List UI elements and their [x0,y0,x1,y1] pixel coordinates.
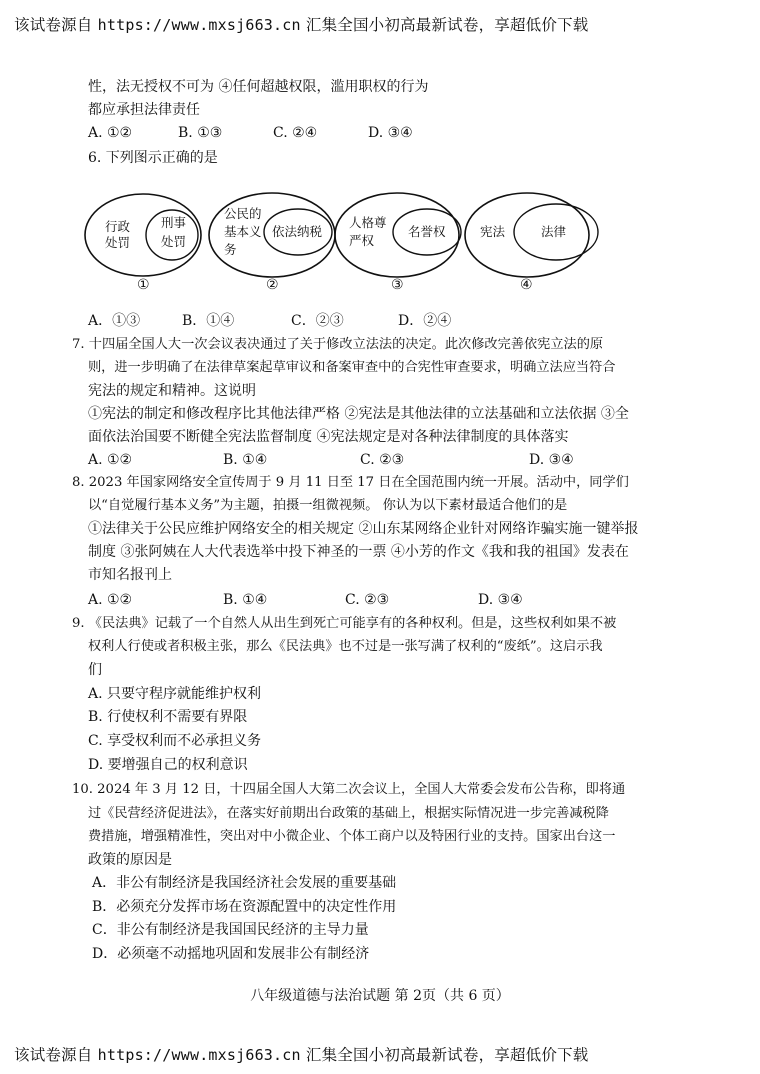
q8-line-1: 8. 2023 年国家网络安全宣传周于 9 月 11 日至 17 日在全国范围内统一开展。活动中，同学们 [72,475,629,490]
q10-option-b: B．必须充分发挥市场在资源配置中的决定性作用 [92,899,397,915]
diagram-1-outer-label-2: 处罚 [105,235,131,250]
q9-option-c: C. 享受权利而不必承担义务 [88,733,262,749]
diagram-4-inner-label: 法律 [541,224,567,239]
diagram-4-outer-label: 宪法 [480,224,506,239]
diagram-2-outer-label-2: 基本义 [224,224,262,239]
q10-line-1: 10. 2024 年 3 月 12 日，十四届全国人大第二次会议上，全国人大常委会发布公告称，即将通 [72,782,626,797]
q5-option-b: B. ①③ [178,125,223,141]
diagram-2 [209,193,335,293]
banner-url[interactable]: https://www.mxsj663.cn [97,16,301,34]
diagram-4-number: ④ [520,277,533,293]
q5-option-c: C. ②④ [273,125,318,141]
q6-option-c: C．②③ [291,313,344,329]
diagram-2-inner-label: 依法纳税 [272,224,323,239]
q10-option-d: D．必须毫不动摇地巩固和发展非公有制经济 [92,946,370,962]
q8-line-5: 市知名报刊上 [88,567,172,583]
q9-option-b: B. 行使权利不需要有界限 [88,709,248,725]
diagram-1 [85,194,201,293]
diagram-1-number: ① [137,277,150,293]
q9-line-1: 9. 《民法典》记载了一个自然人从出生到死亡可能享有的各种权利。但是，这些权利如果不被 [72,616,617,631]
q7-line-5: 面依法治国要不断健全宪法监督制度 ④宪法规定是对各种法律制度的具体落实 [88,429,569,445]
q6-option-b: B．①④ [182,313,235,329]
q6-diagram-figure [0,0,760,300]
q10-option-c: C．非公有制经济是我国国民经济的主导力量 [92,922,369,938]
q5-cont-line-2: 都应承担法律责任 [88,102,200,118]
diagram-3-inner-label: 名誉权 [408,224,446,239]
q8-option-a: A. ①② [88,592,133,608]
diagram-1-outer-label-1: 行政 [105,219,131,234]
q5-cont-line-1: 性，法无授权不可为 ④任何超越权限，滥用职权的行为 [88,79,429,95]
q8-option-c: C. ②③ [345,592,390,608]
q7-option-c: C. ②③ [360,452,405,468]
q9-line-3: 们 [88,662,102,678]
q10-line-2: 过《民营经济促进法》，在落实好前期出台政策的基础上，根据实际情况进一步完善减税降 [88,806,609,821]
diagram-3-number: ③ [391,277,404,293]
q10-option-a: A．非公有制经济是我国经济社会发展的重要基础 [92,875,397,891]
diagram-3-outer-label-1: 人格尊 [349,215,387,230]
q8-line-2: 以“自觉履行基本义务”为主题，拍摄一组微视频。 你认为以下素材最适合他们的是 [88,498,568,513]
diagram-4 [465,193,598,293]
q10-line-4: 政策的原因是 [88,852,172,868]
q7-option-b: B. ①④ [223,452,268,468]
q8-line-3: ①法律关于公民应维护网络安全的相关规定 ②山东某网络企业针对网络诈骗实施一键举报 [88,521,639,537]
q9-line-2: 权利人行使或者积极主张，那么《民法典》也不过是一张写满了权利的“废纸”。这启示我 [88,639,603,654]
q7-line-1: 7. 十四届全国人大一次会议表决通过了关于修改立法法的决定。此次修改完善依宪立法的原 [72,337,604,352]
q8-line-4: 制度 ③张阿姨在人大代表选举中投下神圣的一票 ④小芳的作文《我和我的祖国》发表在 [88,544,629,560]
page-footer: 八年级道德与法治试题 第 2页（共 6 页） [250,988,510,1004]
banner-tail: 汇集全国小初高最新试卷，享超低价下载 [305,16,589,34]
banner-lead: 该试卷源自 [14,1046,93,1064]
q7-option-d: D. ③④ [529,452,574,468]
q7-line-4: ①宪法的制定和修改程序比其他法律严格 ②宪法是其他法律的立法基础和立法依据 ③全 [88,406,629,422]
q6-option-a: A．①③ [88,313,141,329]
diagram-1-inner-label-2: 处罚 [161,234,187,249]
q5-option-d: D. ③④ [368,125,413,141]
q9-option-d: D. 要增强自己的权利意识 [88,757,248,773]
q10-line-3: 费措施，增强精准性，突出对中小微企业、个体工商户以及特困行业的支持。国家出台这一 [88,829,616,844]
diagram-2-outer-label-1: 公民的 [224,206,262,221]
diagram-2-number: ② [266,277,279,293]
source-banner-bottom [14,1043,754,1065]
q7-option-a: A. ①② [88,452,133,468]
diagram-1-inner-label-1: 刑事 [161,215,187,230]
diagram-3-outer-label-2: 严权 [349,233,375,248]
banner-tail: 汇集全国小初高最新试卷，享超低价下载 [305,1046,589,1064]
q7-line-2: 则，进一步明确了在法律草案起草审议和备案审查中的合宪性审查要求，明确立法应当符合 [88,360,616,375]
q6-option-d: D．②④ [398,313,452,329]
banner-lead: 该试卷源自 [14,16,93,34]
diagram-2-outer-label-3: 务 [224,242,237,257]
q9-option-a: A. 只要守程序就能维护权利 [88,686,262,702]
diagram-3 [335,193,461,293]
q7-line-3: 宪法的规定和精神。这说明 [88,383,256,399]
q8-option-d: D. ③④ [478,592,523,608]
q8-option-b: B. ①④ [223,592,268,608]
banner-url[interactable]: https://www.mxsj663.cn [97,1046,301,1064]
q6-stem: 6. 下列图示正确的是 [88,150,218,166]
q5-option-a: A. ①② [88,125,133,141]
